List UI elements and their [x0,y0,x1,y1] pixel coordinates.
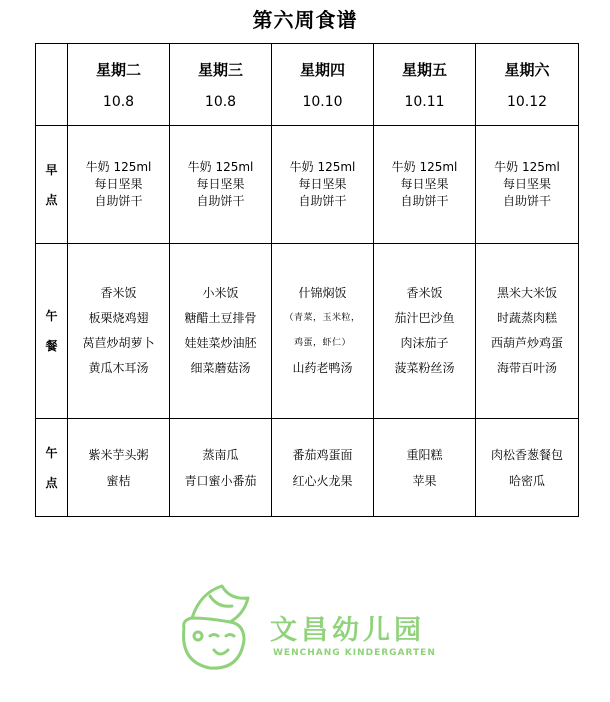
corner-cell [36,44,68,126]
day-header: 星期五 10.11 [374,44,476,126]
breakfast-cell: 牛奶 125ml 每日坚果 自助饼干 [476,126,579,244]
snack-cell: 番茄鸡蛋面 红心火龙果 [272,419,374,517]
breakfast-cell: 牛奶 125ml 每日坚果 自助饼干 [170,126,272,244]
logo-subtitle: WENCHANG KINDERGARTEN [273,648,436,658]
lunch-row [36,244,579,419]
snack-cell: 紫米芋头粥 蜜桔 [68,419,170,517]
snack-cell: 蒸南瓜 青口蜜小番茄 [170,419,272,517]
day-header: 星期三 10.8 [170,44,272,126]
row-label-lunch: 午 餐 [36,244,68,419]
weekly-menu-table [35,43,579,517]
day-header: 星期四 10.10 [272,44,374,126]
header-row [36,44,579,126]
snack-cell: 重阳糕 苹果 [374,419,476,517]
lunch-cell: 小米饭 糖醋土豆排骨 娃娃菜炒油胚 细菜蘑菇汤 [170,244,272,419]
lunch-cell: 香米饭 板栗烧鸡翅 莴苣炒胡萝卜 黄瓜木耳汤 [68,244,170,419]
lunch-cell: 香米饭 茄汁巴沙鱼 肉沫茄子 菠菜粉丝汤 [374,244,476,419]
logo-name: 文昌幼儿园 [270,615,425,646]
row-label-snack: 午 点 [36,419,68,517]
day-header: 星期二 10.8 [68,44,170,126]
day-header: 星期六 10.12 [476,44,579,126]
breakfast-cell: 牛奶 125ml 每日坚果 自助饼干 [68,126,170,244]
page-title: 第六周食谱 [252,8,358,32]
breakfast-row [36,126,579,244]
lunch-cell: 黑米大米饭 时蔬蒸肉糕 西葫芦炒鸡蛋 海带百叶汤 [476,244,579,419]
row-label-breakfast: 早 点 [36,126,68,244]
snack-cell: 肉松香葱餐包 哈密瓜 [476,419,579,517]
breakfast-cell: 牛奶 125ml 每日坚果 自助饼干 [374,126,476,244]
breakfast-cell: 牛奶 125ml 每日坚果 自助饼干 [272,126,374,244]
child-face-icon [184,618,244,668]
lunch-cell: 什锦焖饭 （青菜，玉米粒， 鸡蛋，虾仁） 山药老鸭汤 [272,244,374,419]
snack-row [36,419,579,517]
